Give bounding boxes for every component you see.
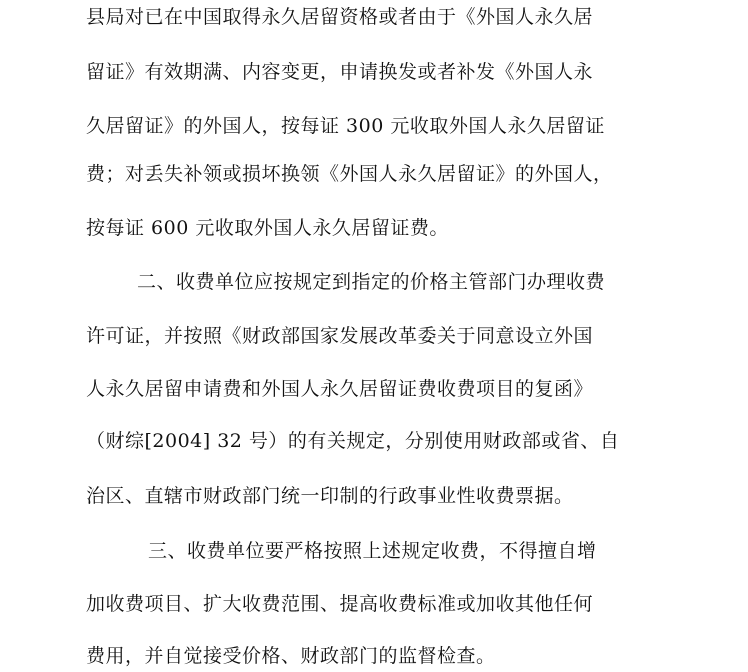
paragraph-3-line-1: 三、收费单位要严格按照上述规定收费，不得擅自增 — [148, 540, 597, 562]
paragraph-1-line-1: 县局对已在中国取得永久居留资格或者由于《外国人永久居 — [86, 6, 594, 28]
paragraph-3-line-2: 加收费项目、扩大收费范围、提高收费标准或加收其他任何 — [86, 593, 594, 615]
paragraph-3-line-3: 费用，并自觉接受价格、财政部门的监督检查。 — [86, 645, 496, 667]
paragraph-2-line-5: 治区、直辖市财政部门统一印制的行政事业性收费票据。 — [86, 485, 574, 507]
paragraph-2-line-3: 人永久居留申请费和外国人永久居留证费收费项目的复函》 — [86, 378, 594, 400]
paragraph-1-line-2: 留证》有效期满、内容变更，申请换发或者补发《外国人永 — [86, 61, 594, 83]
paragraph-2-line-2: 许可证，并按照《财政部国家发展改革委关于同意设立外国 — [86, 325, 594, 347]
paragraph-2-line-1: 二、收费单位应按规定到指定的价格主管部门办理收费 — [137, 271, 606, 293]
paragraph-1-line-4: 费；对丢失补领或损坏换领《外国人永久居留证》的外国人， — [86, 163, 613, 185]
paragraph-1-line-3: 久居留证》的外国人，按每证 300 元收取外国人永久居留证 — [86, 115, 605, 137]
paragraph-1-line-5: 按每证 600 元收取外国人永久居留证费。 — [86, 217, 449, 239]
paragraph-2-line-4: （财综[2004] 32 号）的有关规定，分别使用财政部或省、自 — [86, 430, 620, 452]
